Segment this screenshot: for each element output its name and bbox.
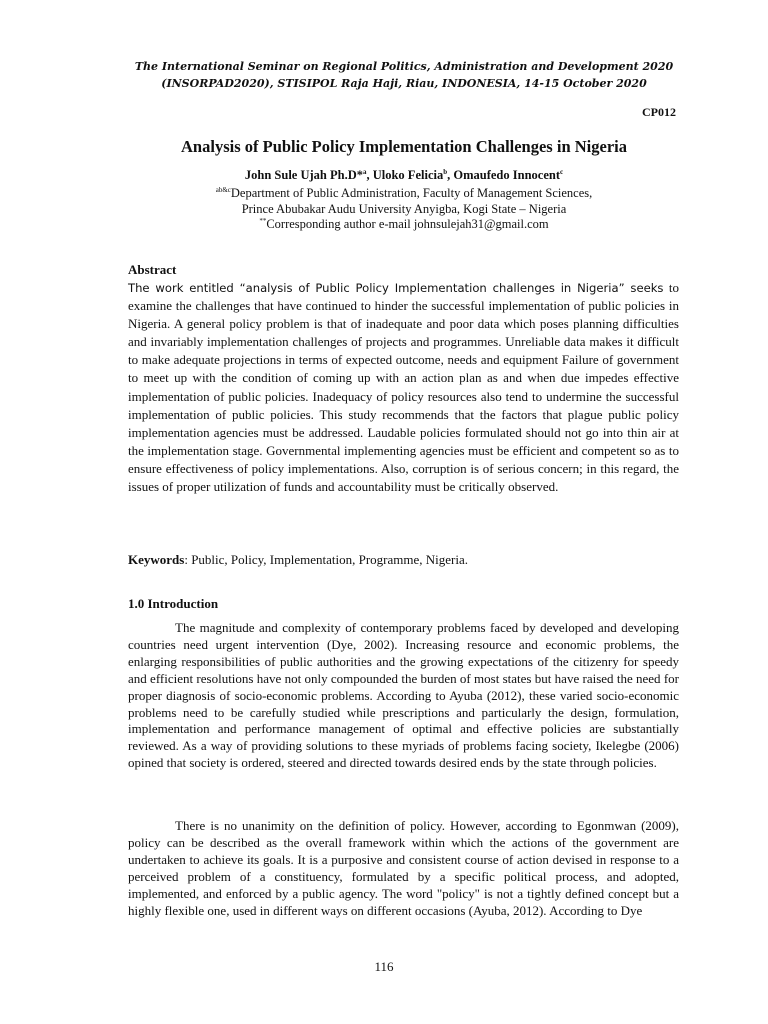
author-3: Omaufedo Innocent [453,168,560,182]
author-1-sup: a [362,167,367,176]
affiliation [100,186,708,233]
keywords [128,552,679,568]
conference-header-line2: (INSORPAD2020), STISIPOL Raja Haji, Riau, INDONESIA, 14-15 October 2020 [161,77,647,90]
introduction-heading: 1.0 Introduction [128,596,219,611]
introduction-paragraph-1: The magnitude and complexity of contemporary problems faced by developed and developing countries need urgent intervention (Dye, 2002). Increasing resource and economic problems, the enlarging responsibilities of public authorities and the growing expectations of the citizenry for speedy and efficient resolutions have not only compounded the burden of most states but have raised the need for proper diagnosis of socio-economic problems. According to Ayuba (2012), these varied socio-economic problems need to be carefully studied while prescriptions and particularly the design, formulation, implementation and performance management of optimal and effective policies are substantially reviewed. As a way of providing solutions to these myriads of problems facing society, Ikelegbe (2006) opined that society is ordered, steered and directed towards desired ends by the state through policies. [128,620,679,771]
affiliation-line1: Department of Public Administration, Faculty of Management Sciences, [230,186,593,200]
abstract-first-line: The work entitled “analysis of Public Policy Implementation challenges in Nigeria” seeks [128,281,664,295]
author-2: Uloko Felicia [372,168,444,182]
affiliation-line2: Prince Abubakar Audu University Anyigba, Kogi State – Nigeria [241,201,567,216]
page-number: 116 [374,959,394,974]
author-list: John Sule Ujah Ph.D*$^a$, Uloko Felicia$^b$, Omaufedo Innocent$^c$ [244,167,564,182]
conference-header-line1: The International Seminar on Regional Politics, Administration and Development 2020 [134,60,674,73]
conference-header [100,58,708,92]
paper-title: Analysis of Public Policy Implementation Challenges in Nigeria [181,137,627,156]
corresponding-sup: ** [259,216,267,225]
introduction-paragraph-2: There is no unanimity on the definition of policy. However, according to Egonmwan (2009), policy can be described as the overall framework within which the actions of the government are undertaken to achieve its goals. It is a purposive and consistent course of action devised in response to a perceived problem of a constituency, formulated by a specific political process, and adopted, implemented, and enforced by a public agency. The word "policy" is not a tightly defined concept but a highly flexible one, used in different ways on different occasions (Ayuba, 2012). According to Dye [128,818,679,918]
author-2-sup: b [443,167,448,176]
corresponding-author: Corresponding author e-mail johnsulejah31@gmail.com [266,217,549,231]
keywords-label: Keywords [128,552,185,567]
affiliation-sup: ab&c [215,185,231,194]
paper-id: CP012 [642,105,676,119]
abstract-body: to examine the challenges that have continued to hinder the successful implementation of public policies in Nigeria. A general policy problem is that of inadequate and poor data which poses planning difficulties and invariably implementation challenges of projects and programmes. Unreliable data makes it difficult to make adequate projections in terms of expected outcome, needs and equipment Failure of government to meet up with the condition of coming up with an action plan as and when due impedes effective implementation of public policies. Inadequacy of policy resources also tend to undermine the successful implementation of public policies. This study recommends that the factors that plague public policy implementation agencies must be addressed. Laudable policies formulated should not go into thin air at the implementation stage. Governmental implementing agencies must be efficient and competent so as to ensure effectiveness of policy implementations. Also, corruption is of serious concern; in this regard, the issues of proper utilization of funds and accountability must be critically observed. [128,280,680,495]
keywords-text: : Public, Policy, Implementation, Programme, Nigeria. [184,552,469,567]
author-3-sup: c [559,167,564,176]
abstract-text [128,279,679,496]
abstract-heading: Abstract [128,262,177,277]
author-1: John Sule Ujah Ph.D* [244,168,363,182]
